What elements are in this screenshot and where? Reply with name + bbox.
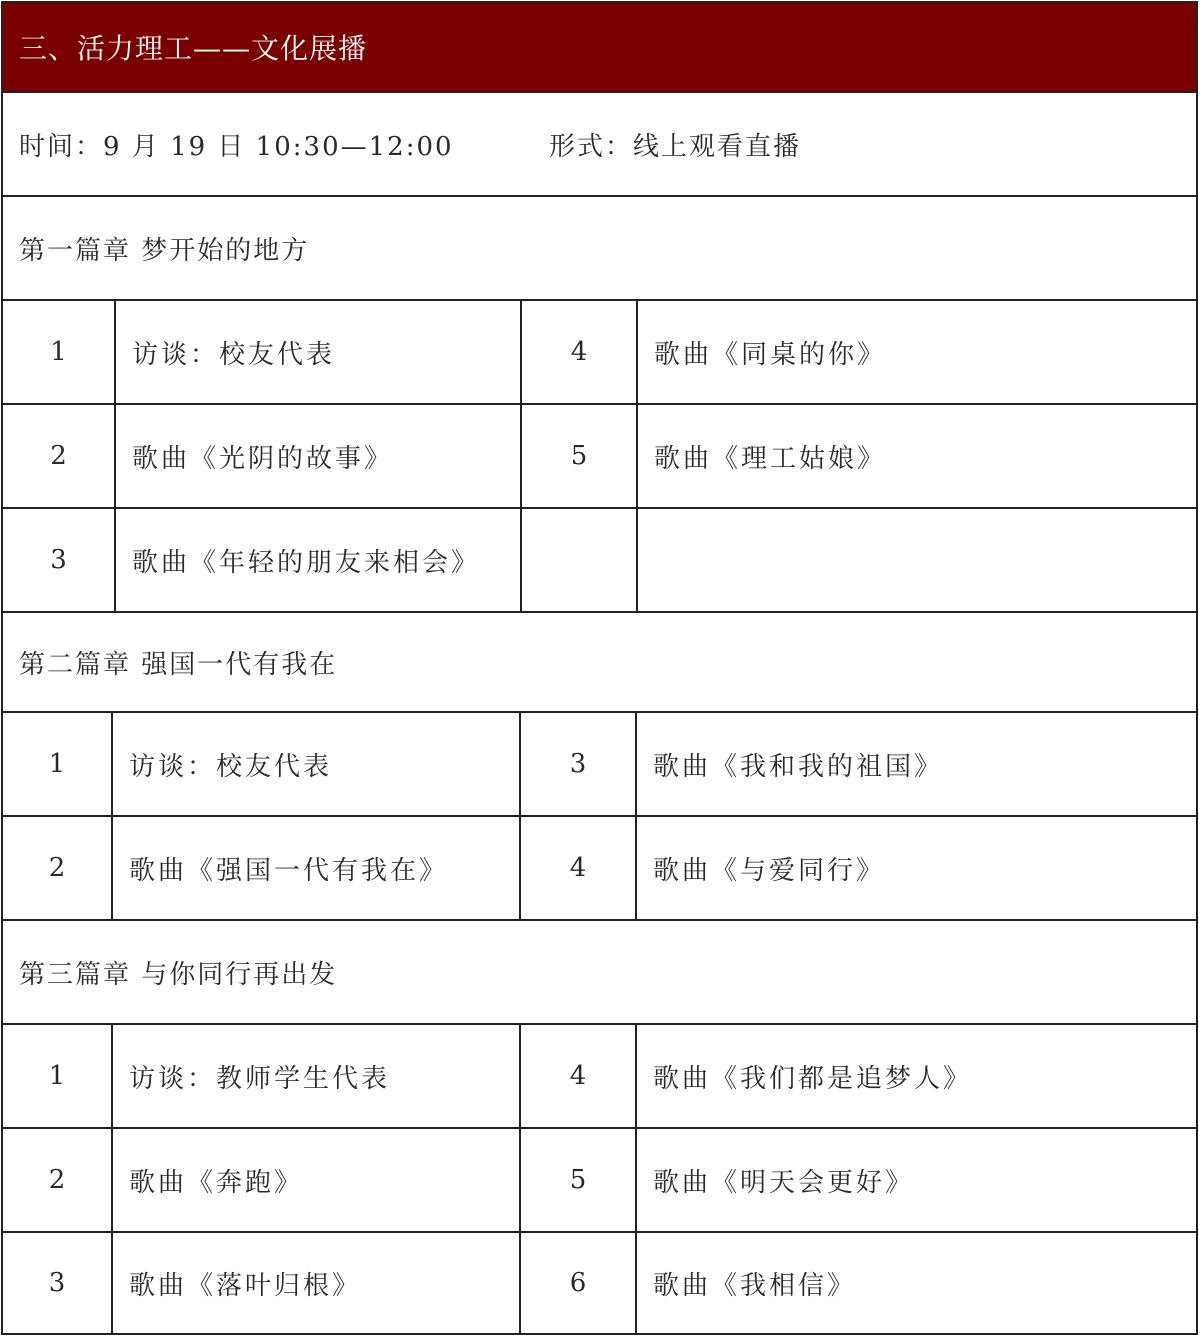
item-number: 6	[519, 1233, 635, 1333]
event-time: 时间：9 月 19 日 10:30—12:00	[19, 131, 454, 162]
item-title: 歌曲《强国一代有我在》	[111, 817, 519, 919]
item-number: 1	[48, 1061, 66, 1091]
table-row	[3, 301, 1196, 405]
table-row	[3, 713, 1196, 817]
event-format: 形式：线上观看直播	[549, 131, 802, 162]
item-title: 歌曲《我们都是追梦人》	[635, 1025, 1198, 1127]
item-title: 歌曲《年轻的朋友来相会》	[114, 509, 520, 611]
item-number: 3	[48, 1268, 66, 1298]
table-row	[3, 405, 1196, 509]
item-number: 4	[519, 817, 635, 919]
item-number	[520, 509, 636, 611]
program-table	[1, 1, 1198, 1335]
table-row	[3, 1233, 1196, 1333]
item-title: 歌曲《理工姑娘》	[636, 405, 1198, 507]
table-row	[3, 1129, 1196, 1233]
item-title: 访谈：教师学生代表	[111, 1025, 519, 1127]
item-title: 访谈：校友代表	[114, 301, 520, 403]
item-title: 歌曲《与爱同行》	[635, 817, 1198, 919]
item-title: 歌曲《我相信》	[635, 1233, 1198, 1333]
chapter-heading: 第二篇章 强国一代有我在	[3, 613, 1196, 713]
item-title: 歌曲《落叶归根》	[111, 1233, 519, 1333]
item-number: 5	[520, 405, 636, 507]
item-title	[636, 509, 1198, 611]
item-number: 4	[520, 301, 636, 403]
section-title: 三、活力理工——文化展播	[3, 3, 1196, 93]
item-title: 歌曲《奔跑》	[111, 1129, 519, 1231]
table-row	[3, 817, 1196, 921]
table-row	[3, 509, 1196, 613]
item-number: 3	[519, 713, 635, 815]
item-title: 歌曲《同桌的你》	[636, 301, 1198, 403]
item-title: 访谈：校友代表	[111, 713, 519, 815]
item-number: 2	[50, 441, 67, 471]
item-number: 4	[519, 1025, 635, 1127]
chapter-heading: 第三篇章 与你同行再出发	[3, 921, 1196, 1025]
item-number: 3	[50, 545, 67, 575]
table-row	[3, 1025, 1196, 1129]
item-number: 1	[50, 337, 67, 367]
chapter-heading: 第一篇章 梦开始的地方	[3, 197, 1196, 301]
info-row	[3, 93, 1196, 197]
item-number: 5	[519, 1129, 635, 1231]
item-number: 2	[48, 1165, 66, 1195]
item-title: 歌曲《光阴的故事》	[114, 405, 520, 507]
item-title: 歌曲《明天会更好》	[635, 1129, 1198, 1231]
item-number: 1	[48, 749, 66, 779]
item-number: 2	[48, 853, 66, 883]
item-title: 歌曲《我和我的祖国》	[635, 713, 1198, 815]
